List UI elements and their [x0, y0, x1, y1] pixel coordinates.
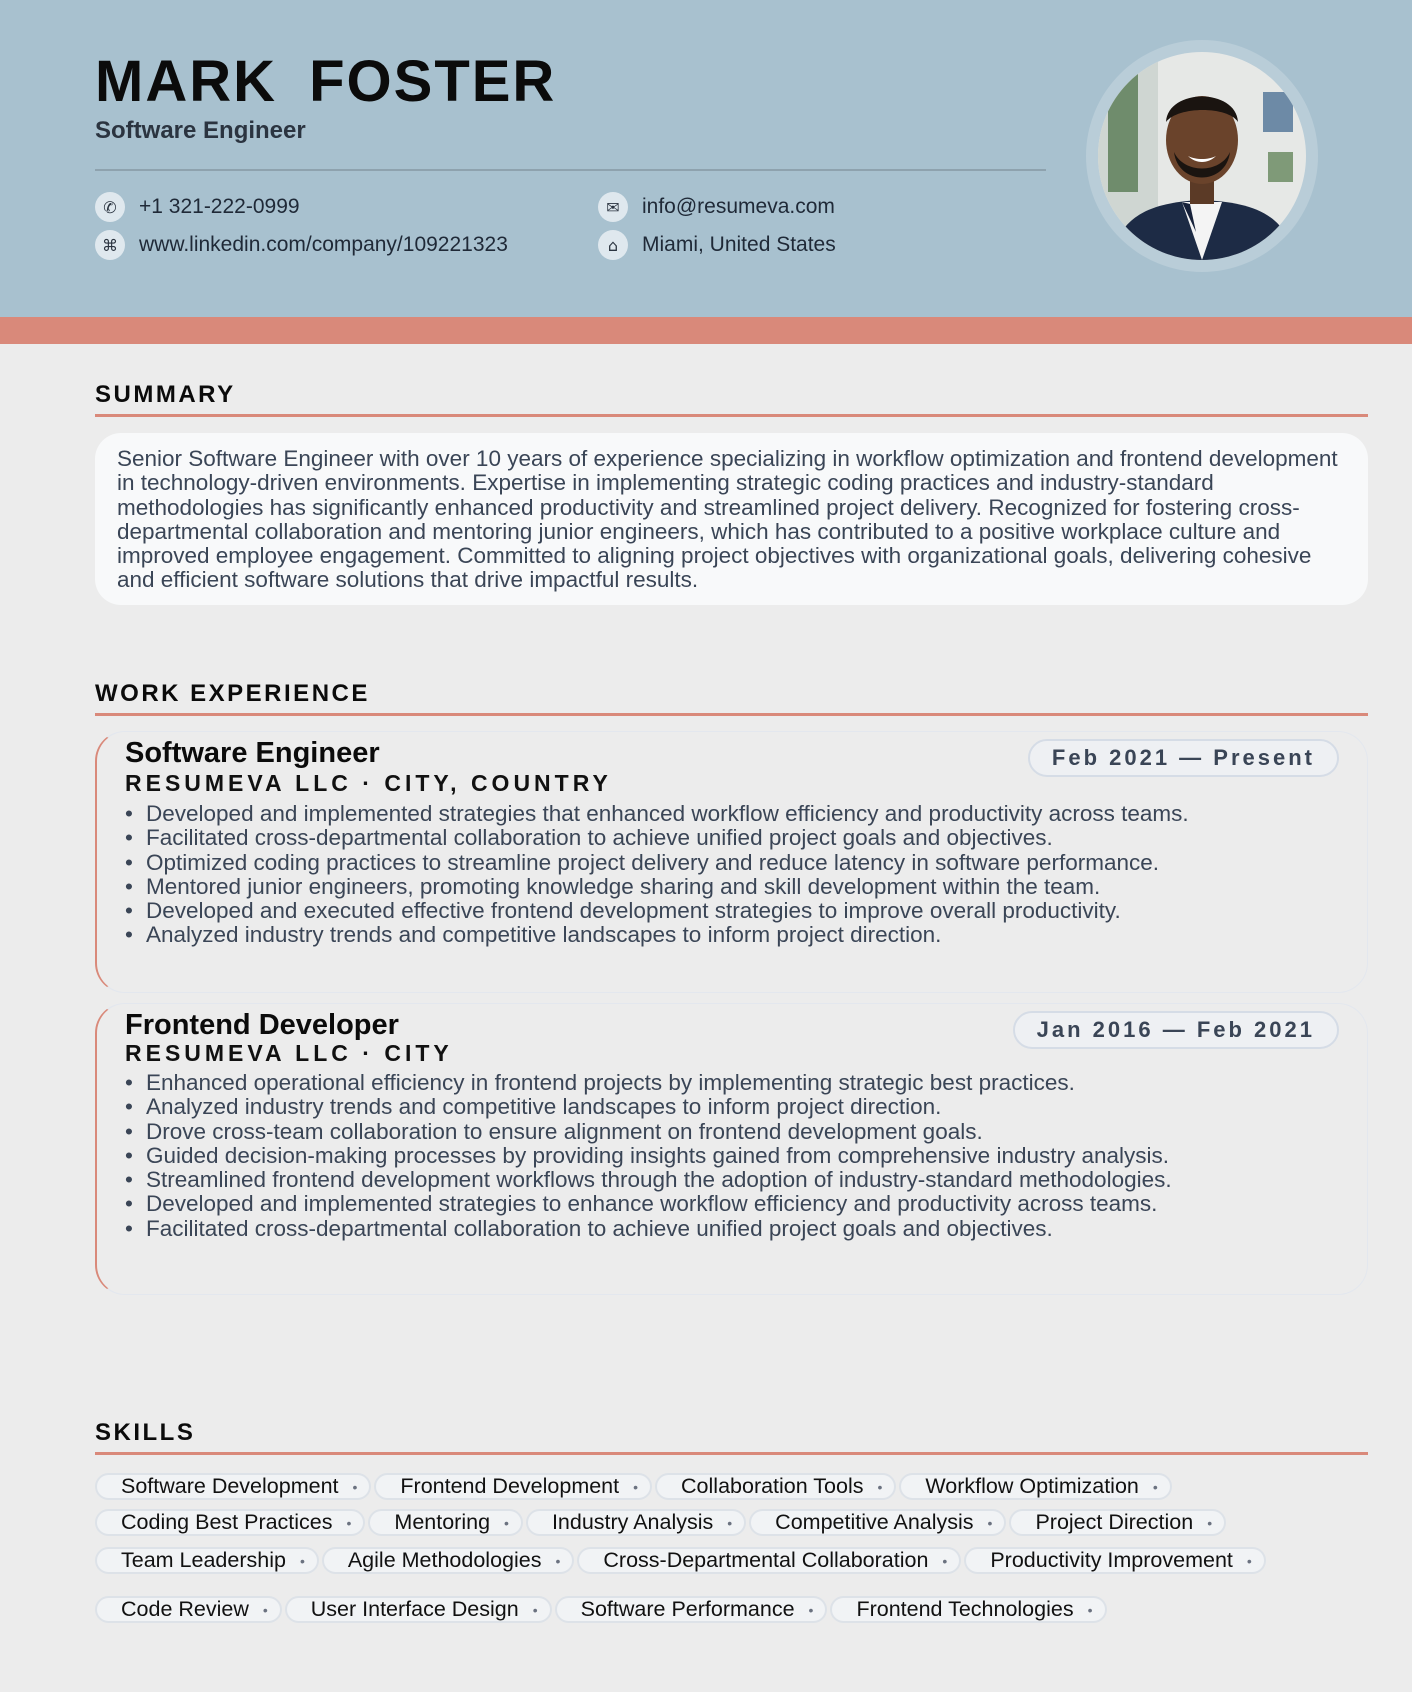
- job-company: RESUMEVA LLC · CITY, COUNTRY: [125, 770, 612, 796]
- skill-label: Project Direction: [1035, 1510, 1194, 1534]
- summary-heading: SUMMARY: [95, 381, 236, 408]
- job-bullet: • Drove cross-team collaboration to ensure alignment on frontend development goals.: [125, 1120, 1172, 1144]
- link-icon: ⌘: [95, 230, 125, 260]
- mail-icon: ✉: [598, 192, 628, 222]
- contact-linkedin-text: www.linkedin.com/company/109221323: [139, 233, 508, 256]
- experience-rule: [95, 713, 1368, 716]
- skill-label: Mentoring: [394, 1510, 491, 1534]
- dot-icon: •: [555, 1552, 561, 1569]
- skill-label: Frontend Technologies: [856, 1597, 1074, 1621]
- dot-icon: •: [808, 1601, 814, 1618]
- job-bullet: • Guided decision-making processes by providing insights gained from comprehensive industry analysis.: [125, 1144, 1172, 1168]
- job-bullet: • Developed and executed effective frontend development strategies to improve overall productivity.: [125, 899, 1189, 923]
- job-bullet: • Facilitated cross-departmental collaboration to achieve unified project goals and objectives.: [125, 826, 1189, 850]
- job-bullet: • Enhanced operational efficiency in frontend projects by implementing strategic best practices.: [125, 1071, 1172, 1095]
- job-bullet: • Analyzed industry trends and competitive landscapes to inform project direction.: [125, 923, 1189, 947]
- dot-icon: •: [633, 1478, 639, 1495]
- skill-row: [95, 1473, 1175, 1500]
- job-bullet: • Developed and implemented strategies to enhance workflow efficiency and productivity across teams.: [125, 1192, 1172, 1216]
- dot-icon: •: [299, 1552, 305, 1569]
- skill-label: Coding Best Practices: [121, 1510, 333, 1534]
- skill-chip: [577, 1547, 961, 1574]
- skill-chip: [368, 1509, 523, 1536]
- job-title: Software Engineer: [125, 737, 380, 769]
- skill-chip: [1009, 1509, 1226, 1536]
- skill-label: User Interface Design: [310, 1597, 519, 1621]
- skill-label: Code Review: [121, 1597, 249, 1621]
- dot-icon: •: [727, 1514, 733, 1531]
- candidate-role: Software Engineer: [95, 117, 306, 144]
- skill-chip: [555, 1596, 828, 1623]
- dot-icon: •: [262, 1601, 268, 1618]
- accent-band: [0, 317, 1412, 344]
- skill-chip: [95, 1473, 371, 1500]
- skills-rule: [95, 1452, 1368, 1455]
- dot-icon: •: [877, 1478, 883, 1495]
- job-bullet: • Optimized coding practices to streamline project delivery and reduce latency in software performance.: [125, 851, 1189, 875]
- job-title: Frontend Developer: [125, 1009, 399, 1041]
- skill-label: Software Performance: [580, 1597, 795, 1621]
- experience-heading: WORK EXPERIENCE: [95, 680, 370, 707]
- dot-icon: •: [1207, 1514, 1213, 1531]
- home-icon: ⌂: [598, 230, 628, 260]
- job-dates: Jan 2016 — Feb 2021: [1013, 1011, 1339, 1049]
- dot-icon: •: [942, 1552, 948, 1569]
- skill-row: [95, 1509, 1229, 1536]
- contact-phone[interactable]: [95, 192, 300, 222]
- skill-chip: [964, 1547, 1265, 1574]
- dot-icon: •: [504, 1514, 509, 1531]
- contact-location: [598, 230, 836, 260]
- profile-photo: [1098, 52, 1306, 260]
- phone-icon: ✆: [95, 192, 125, 222]
- skill-label: Industry Analysis: [551, 1510, 714, 1534]
- skill-label: Team Leadership: [121, 1548, 286, 1572]
- contact-email[interactable]: [598, 192, 835, 222]
- job-company: RESUMEVA LLC · CITY: [125, 1040, 453, 1066]
- header-divider: [95, 169, 1046, 171]
- dot-icon: •: [352, 1478, 358, 1495]
- skill-label: Collaboration Tools: [681, 1474, 864, 1498]
- dot-icon: •: [1152, 1478, 1158, 1495]
- dot-icon: •: [346, 1514, 352, 1531]
- candidate-name: MARK FOSTER: [95, 49, 557, 114]
- job-dates: Feb 2021 — Present: [1028, 739, 1339, 777]
- skill-label: Frontend Development: [400, 1474, 620, 1498]
- summary-rule: [95, 414, 1368, 417]
- skill-chip: [655, 1473, 896, 1500]
- contact-phone-text: +1 321-222-0999: [139, 195, 300, 218]
- skill-chip: [899, 1473, 1171, 1500]
- skill-row: [95, 1596, 1110, 1623]
- skill-chip: [95, 1547, 319, 1574]
- job-bullet: • Streamlined frontend development workflows through the adoption of industry-standard methodologies.: [125, 1168, 1172, 1192]
- skill-label: Workflow Optimization: [925, 1474, 1139, 1498]
- job-bullets: [125, 802, 1189, 948]
- skill-chip: [374, 1473, 652, 1500]
- skills-heading: SKILLS: [95, 1419, 196, 1446]
- summary-text: Senior Software Engineer with over 10 years of experience specializing in workflow optimization and frontend development in technology-driven environments. Expertise in implementing strategic coding practices and industry-standard methodologies has significantly enhanced productivity and streamlined project delivery. Recognized for fostering cross-departmental collaboration and mentoring junior engineers, which has contributed to a positive workplace culture and improved employee engagement. Committed to aligning project objectives with organizational goals, delivering cohesive and efficient software solutions that drive impactful results.: [95, 433, 1368, 605]
- contact-location-text: Miami, United States: [642, 233, 836, 256]
- skill-chip: [95, 1509, 365, 1536]
- contact-email-text: info@resumeva.com: [642, 195, 835, 218]
- skill-label: Competitive Analysis: [775, 1510, 974, 1534]
- skill-label: Productivity Improvement: [990, 1548, 1233, 1572]
- skill-chip: [285, 1596, 552, 1623]
- dot-icon: •: [1246, 1552, 1252, 1569]
- skill-row: [95, 1547, 1269, 1574]
- skill-label: Software Development: [121, 1474, 339, 1498]
- skill-chip: [749, 1509, 1006, 1536]
- dot-icon: •: [532, 1601, 538, 1618]
- skill-chip: [526, 1509, 746, 1536]
- dot-icon: •: [987, 1514, 993, 1531]
- job-bullet: • Mentored junior engineers, promoting knowledge sharing and skill development within the team.: [125, 875, 1189, 899]
- job-bullet: • Analyzed industry trends and competitive landscapes to inform project direction.: [125, 1095, 1172, 1119]
- skill-chip: [95, 1596, 282, 1623]
- skill-chip: [322, 1547, 575, 1574]
- job-bullet: • Facilitated cross-departmental collaboration to achieve unified project goals and objectives.: [125, 1217, 1172, 1241]
- dot-icon: •: [1087, 1601, 1093, 1618]
- job-bullets: [125, 1071, 1172, 1241]
- skill-label: Cross-Departmental Collaboration: [603, 1548, 929, 1572]
- contact-linkedin[interactable]: [95, 230, 508, 260]
- job-bullet: • Developed and implemented strategies that enhanced workflow efficiency and productivity across teams.: [125, 802, 1189, 826]
- skill-label: Agile Methodologies: [347, 1548, 542, 1572]
- job-card: [95, 731, 1368, 993]
- job-card: [95, 1003, 1368, 1295]
- skill-chip: [830, 1596, 1106, 1623]
